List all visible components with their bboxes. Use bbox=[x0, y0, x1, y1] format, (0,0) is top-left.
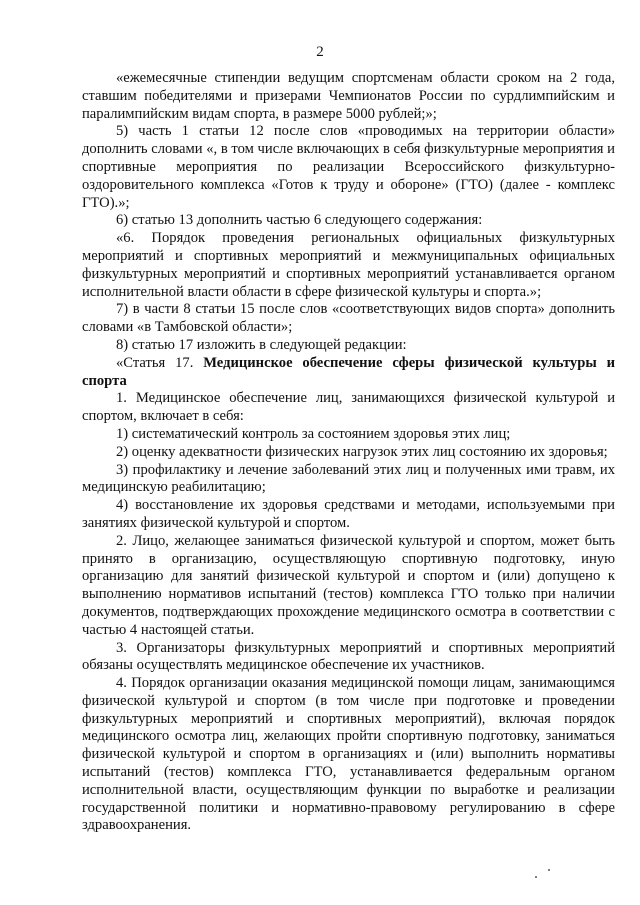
paragraph-item-7: 7) в части 8 статьи 15 после слов «соответствующих видов спорта» дополнить словами «в Тамбовской области»; bbox=[82, 301, 615, 336]
scan-speck bbox=[535, 876, 537, 878]
article-part-3: 3. Организаторы физкультурных мероприятий и спортивных мероприятий обязаны осуществлять медицинское обеспечение их участников. bbox=[82, 639, 615, 674]
article-part-2: 2. Лицо, желающее заниматься физической культурой и спортом, может быть принято в организацию, осуществляющую спортивную подготовку, иную организацию для занятий физической культурой и спортом и (или) допущено к выполнению нормативов испытаний (тестов) комплекса ГТО только при наличии документов, подтверждающих прохождение медицинского осмотра в соответствии с частью 4 настоящей статьи. bbox=[82, 532, 615, 638]
article-part-1: 1. Медицинское обеспечение лиц, занимающихся физической культурой и спортом, включает в себя: bbox=[82, 390, 615, 425]
article-part-4: 4. Порядок организации оказания медицинской помощи лицам, занимающимся физической культурой и спортом (в том числе при подготовке и проведении физкультурных мероприятий и спортивных мероприятий), включая порядок медицинского осмотра лиц, желающих пройти спортивную подготовку, заниматься физической культурой и спортом в организациях и (или) выполнить нормативы испытаний (тестов) комплекса ГТО, устанавливается федеральным органом исполнительной власти, осуществляющим функции по выработке и реализации государственной политики и нормативно-правовому регулированию в сфере здравоохранения. bbox=[82, 675, 615, 834]
paragraph-stipend: «ежемесячные стипендии ведущим спортсменам области сроком на 2 года, ставшим победителями и призерами Чемпионатов России по сурдлимпийским и паралимпийским видам спорта, в размере 5000 рублей;»; bbox=[82, 70, 615, 122]
article-item-1: 1) систематический контроль за состоянием здоровья этих лиц; bbox=[116, 425, 511, 442]
paragraph-part-6: «6. Порядок проведения региональных официальных физкультурных мероприятий и спортивных мероприятий и межмуниципальных официальных физкультурных мероприятий и спортивных мероприятий устанавливается органом исполнительной власти области в сфере физической культуры и спорта.»; bbox=[82, 230, 615, 300]
paragraph-item-5: 5) часть 1 статьи 12 после слов «проводимых на территории области» дополнить словами «, в том числе включающих в себя физкультурные мероприятия и спортивные мероприятия по реализации Всероссийского физкультурно-оздоровительного комплекса «Готов к труду и обороне» (ГТО) (далее - комплекс ГТО).»; bbox=[82, 123, 615, 211]
scan-speck bbox=[548, 869, 550, 871]
document-body bbox=[82, 70, 615, 835]
article-heading-prefix: «Статья 17. bbox=[116, 354, 204, 371]
article-item-2: 2) оценку адекватности физических нагрузок этих лиц состоянию их здоровья; bbox=[116, 443, 608, 460]
article-heading-title: Медицинское обеспечение сферы физической культуры и спорта bbox=[82, 354, 616, 389]
paragraph-item-8: 8) статью 17 изложить в следующей редакции: bbox=[116, 336, 407, 353]
page-number: 2 bbox=[316, 44, 324, 60]
article-item-4: 4) восстановление их здоровья средствами и методами, используемыми при занятиях физической культурой и спортом. bbox=[82, 497, 615, 531]
paragraph-item-6: 6) статью 13 дополнить частью 6 следующего содержания: bbox=[116, 212, 483, 229]
article-heading bbox=[82, 355, 615, 391]
article-item-3: 3) профилактику и лечение заболеваний этих лиц и полученных ими травм, их медицинскую реабилитацию; bbox=[82, 461, 615, 496]
